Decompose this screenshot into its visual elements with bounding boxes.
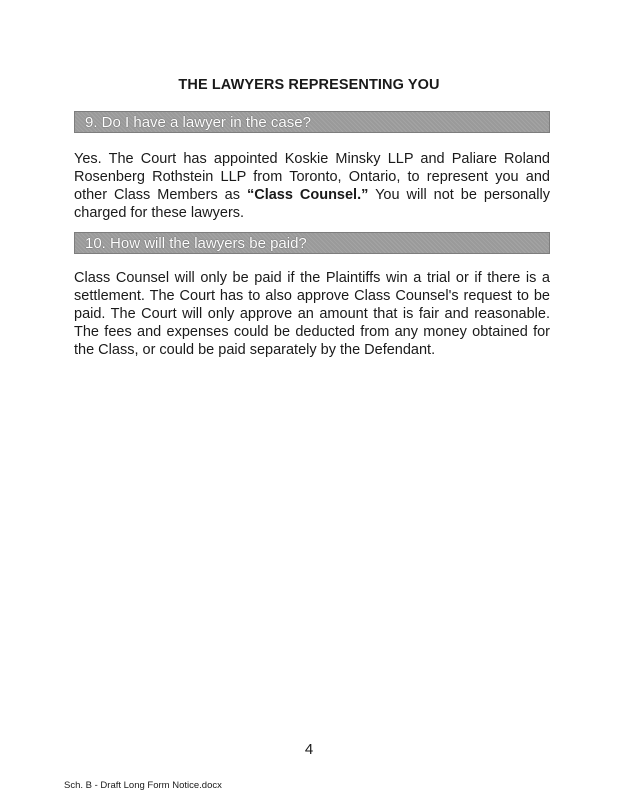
question-10-answer: Class Counsel will only be paid if the Plaintiffs win a trial or if there is a settlement. The Court has to also approve Class Counsel's request to be paid. The Court will only approve an amount that is fair and reasonable. The fees and expenses could be deducted from any money obtained for the Class, or could be paid separately by the Defendant.: [74, 270, 550, 358]
question-10-heading-bar: [74, 232, 550, 254]
question-9-answer: [74, 150, 550, 222]
answer-9-text-before: Yes. The Court has appointed Koskie Minsky LLP and Paliare Roland Rosenberg Rothstein LLP from Toronto, Ontario, to represent you and other Class Members as: [74, 151, 550, 203]
question-9-heading-bar: [74, 111, 550, 133]
footer-filename: Sch. B - Draft Long Form Notice.docx: [64, 780, 222, 791]
section-title: THE LAWYERS REPRESENTING YOU: [178, 77, 440, 93]
class-counsel-term: “Class Counsel.”: [246, 187, 369, 203]
question-9-heading: 9. Do I have a lawyer in the case?: [85, 114, 311, 131]
question-10-heading: 10. How will the lawyers be paid?: [85, 235, 307, 252]
answer-9-text-after: You will not be personally charged for these lawyers.: [74, 187, 550, 221]
page-number: 4: [304, 741, 314, 758]
